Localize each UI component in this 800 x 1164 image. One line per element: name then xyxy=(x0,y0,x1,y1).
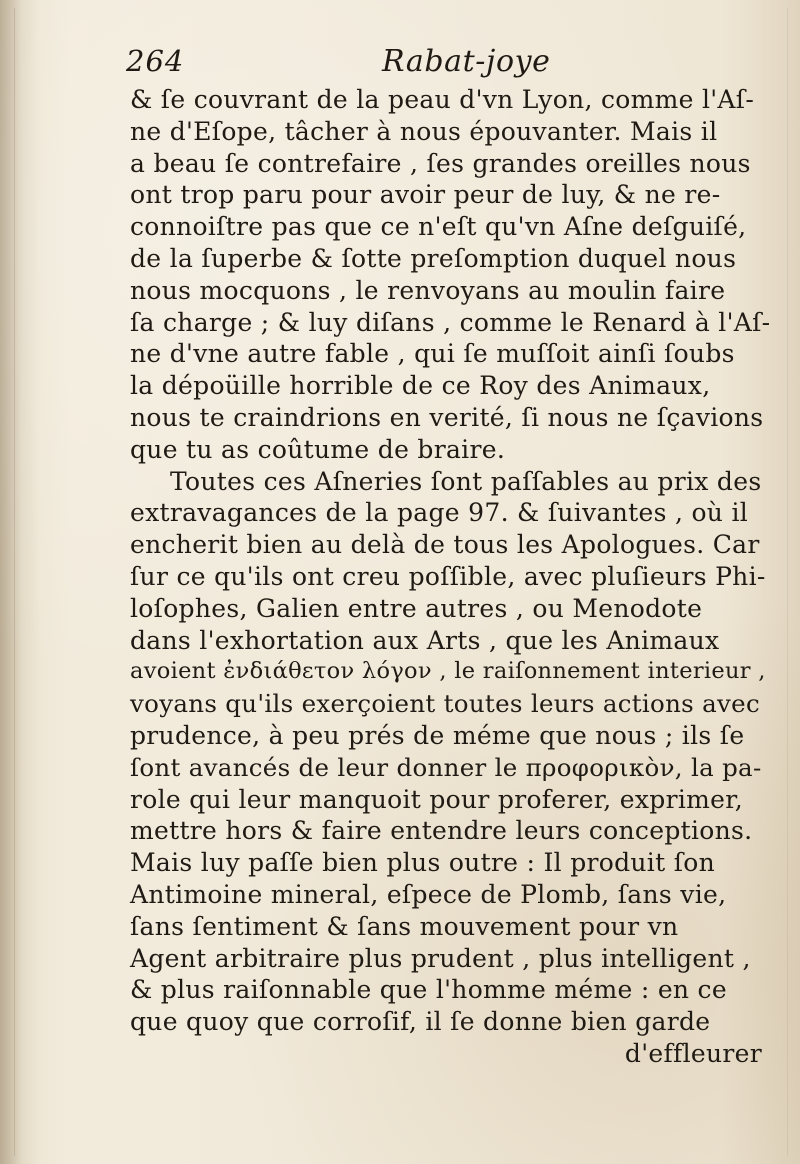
text-line: nous mocquons , le renvoyans au moulin faire xyxy=(130,275,726,305)
text-line: ne d'vne autre fable , qui ſe muſſoit ainſi ſoubs xyxy=(130,339,735,369)
text-line: voyans qu'ils exerçoient toutes leurs actions avec xyxy=(130,689,760,719)
text-line: Antimoine mineral, eſpece de Plomb, ſans vie, xyxy=(130,879,727,909)
text-line: prudence, à peu prés de méme que nous ; ils ſe xyxy=(130,720,745,750)
text-line: ont trop paru pour avoir peur de luy, & ne re- xyxy=(130,180,721,210)
text-line: Mais luy paſſe bien plus outre : Il produit ſon xyxy=(130,848,715,878)
text-line: de la ſuperbe & ſotte preſomption duquel nous xyxy=(130,243,737,273)
running-title: Rabat-joye xyxy=(382,44,551,79)
text-line: nous te craindrions en verité, ſi nous ne ſçavions xyxy=(130,402,764,432)
text-line: ſont avancés de leur donner le προφορικὸν, la pa- xyxy=(130,752,762,782)
text-line: ne d'Eſope, tâcher à nous épouvanter. Mais il xyxy=(130,116,718,146)
text-line: loſophes, Galien entre autres , ou Menodote xyxy=(130,593,703,623)
text-line: ſur ce qu'ils ont creu poſſible, avec pluſieurs Phi- xyxy=(130,561,766,591)
text-line: Agent arbitraire plus prudent , plus intelligent , xyxy=(130,943,751,973)
text-line: mettre hors & faire entendre leurs conceptions. xyxy=(130,816,753,846)
text-line: dans l'exhortation aux Arts , que les Animaux xyxy=(130,625,720,655)
text-line: avoient ἐνδιάθετον λόγον , le raiſonnement interieur , xyxy=(130,658,766,685)
text-line: la dépoüille horrible de ce Roy des Animaux, xyxy=(130,371,711,401)
text-line: encherit bien au delà de tous les Apologues. Car xyxy=(130,530,760,560)
body-text xyxy=(130,84,770,1070)
paragraph-start-line: Toutes ces Aſneries ſont paſſables au prix des xyxy=(170,466,762,496)
text-line: que quoy que corroſif, il ſe donne bien garde xyxy=(130,1007,711,1037)
text-line: connoiſtre pas que ce n'eſt qu'vn Aſne deſguiſé, xyxy=(130,212,747,242)
text-line: ſa charge ; & luy diſans , comme le Renard à l'Aſ- xyxy=(130,307,771,337)
text-line: ſans ſentiment & ſans mouvement pour vn xyxy=(130,911,679,941)
catchword: d'effleurer xyxy=(624,1038,762,1068)
text-line: & plus raiſonnable que l'homme méme : en ce xyxy=(130,975,727,1005)
text-line: & ſe couvrant de la peau d'vn Lyon, comme l'Aſ- xyxy=(130,85,755,114)
text-line: role qui leur manquoit pour proferer, exprimer, xyxy=(130,784,743,814)
text-line: extravagances de la page 97. & ſuivantes , où il xyxy=(130,498,749,528)
text-line: a beau ſe contrefaire , ſes grandes oreilles nous xyxy=(130,148,751,178)
page-number: 264 xyxy=(126,44,185,78)
page-header xyxy=(126,44,746,84)
text-line: que tu as coûtume de braire. xyxy=(130,434,506,464)
